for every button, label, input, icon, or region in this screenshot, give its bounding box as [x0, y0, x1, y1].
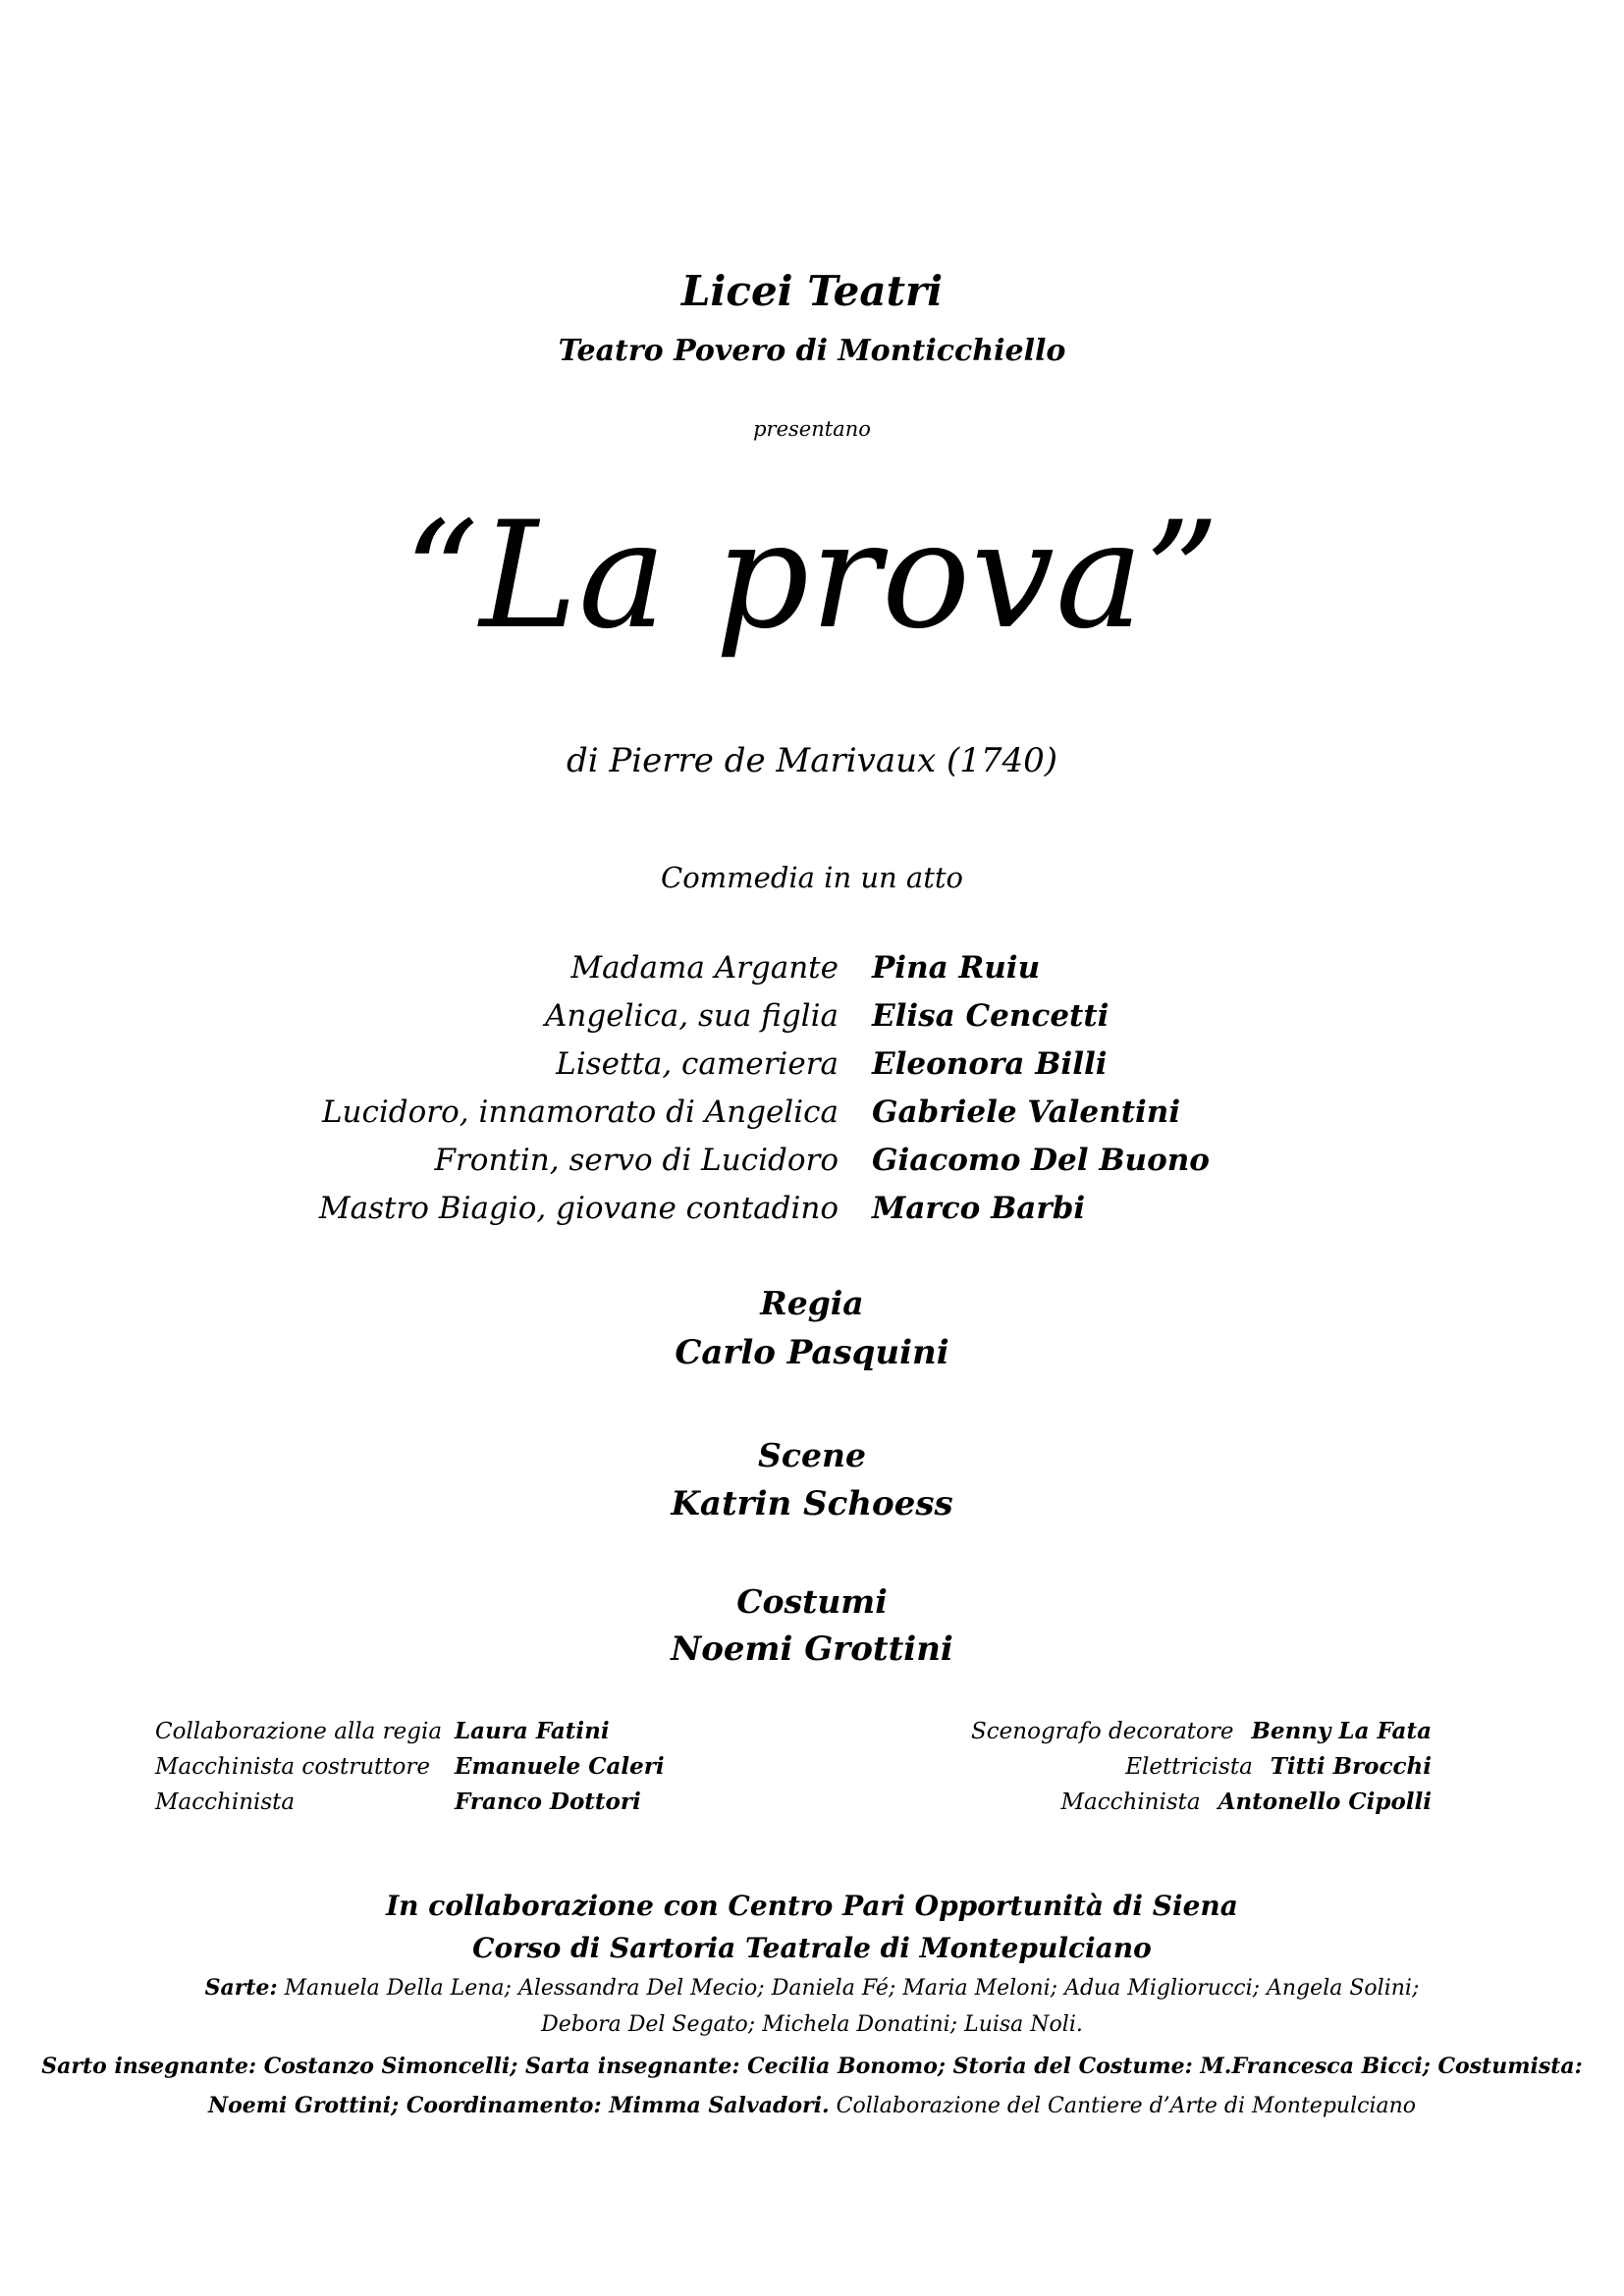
costumes-label: Costumi — [736, 1582, 888, 1621]
cast-role: Lucidoro, innamorato di Angelica — [321, 1095, 839, 1130]
tailors-names-continued: Debora Del Segato; Michela Donatini; Luisa Noli. — [541, 2012, 1083, 2037]
course-line: Corso di Sartoria Teatrale di Montepulciano — [472, 1932, 1152, 1964]
cast-row — [0, 1095, 1624, 1142]
crew-row — [155, 1753, 665, 1789]
crew-role: Macchinista — [1060, 1789, 1201, 1815]
cast-row — [0, 1143, 1624, 1190]
cast-row — [0, 998, 1624, 1045]
crew-name: Laura Fatini — [455, 1718, 610, 1744]
cast-actor: Marco Barbi — [872, 1191, 1086, 1226]
crew-row — [155, 1718, 665, 1753]
presenting-text: presentano — [753, 417, 871, 441]
crew-role: Elettricista — [1125, 1754, 1253, 1780]
tailors-label: Sarte: — [204, 1975, 278, 2001]
play-genre: Commedia in un atto — [661, 861, 963, 894]
cast-role: Mastro Biagio, giovane contadino — [318, 1191, 839, 1226]
tailors-names: Manuela Della Lena; Alessandra Del Mecio; Daniela Fé; Maria Meloni; Adua Migliorucci; Angela Solini; — [284, 1976, 1420, 2001]
crew-role: Macchinista costruttore — [155, 1754, 430, 1780]
crew-row — [155, 1789, 665, 1824]
cast-actor: Pina Ruiu — [872, 950, 1041, 986]
crew-name: Franco Dottori — [455, 1789, 641, 1815]
crew-name: Titti Brocchi — [1270, 1753, 1432, 1780]
crew-row — [971, 1753, 1432, 1789]
presenters-heading: Licei Teatri — [680, 267, 944, 315]
cast-row — [0, 1191, 1624, 1238]
staff-line: Sarto insegnante: Costanzo Simoncelli; Sarta insegnante: Cecilia Bonomo; Storia del Costume: M.Francesca Bicci; Costumista: — [41, 2054, 1583, 2079]
director-name: Carlo Pasquini — [675, 1333, 949, 1372]
cast-actor: Elisa Cencetti — [872, 998, 1110, 1034]
cast-role: Angelica, sua figlia — [545, 998, 839, 1034]
crew-role: Scenografo decoratore — [971, 1719, 1234, 1744]
staff-line-continued — [0, 2093, 1624, 2118]
play-author: di Pierre de Marivaux (1740) — [566, 741, 1058, 780]
costumes-name: Noemi Grottini — [671, 1629, 953, 1669]
scenes-label: Scene — [758, 1436, 866, 1474]
crew-name: Antonello Cipolli — [1218, 1789, 1432, 1815]
crew-role: Collaborazione alla regia — [155, 1719, 443, 1744]
cast-row — [0, 950, 1624, 997]
crew-right-list — [971, 1718, 1432, 1824]
director-label: Regia — [760, 1284, 864, 1322]
crew-row — [971, 1718, 1432, 1753]
crew-left-list — [155, 1718, 665, 1824]
crew-role: Macchinista — [155, 1789, 296, 1815]
cast-role: Frontin, servo di Lucidoro — [434, 1143, 839, 1178]
collaboration-line: In collaborazione con Centro Pari Opportunità di Siena — [386, 1890, 1238, 1922]
cast-actor: Gabriele Valentini — [872, 1095, 1181, 1130]
cast-row — [0, 1046, 1624, 1094]
company-name: Teatro Povero di Monticchiello — [558, 334, 1066, 368]
scenes-name: Katrin Schoess — [671, 1484, 953, 1523]
crew-name: Benny La Fata — [1251, 1718, 1432, 1744]
cast-role: Madama Argante — [570, 950, 839, 986]
tailors-line — [0, 1975, 1624, 2001]
cast-actor: Eleonora Billi — [872, 1046, 1108, 1082]
crew-row — [971, 1789, 1432, 1824]
crew-name: Emanuele Caleri — [455, 1753, 665, 1780]
staff-coordination: Noemi Grottini; Coordinamento: Mimma Salvadori. — [207, 2093, 830, 2118]
cast-role: Lisetta, cameriera — [556, 1046, 839, 1082]
cast-actor: Giacomo Del Buono — [872, 1143, 1210, 1178]
play-title: “La prova” — [403, 491, 1221, 662]
workshop-collaboration: Collaborazione del Cantiere d’Arte di Montepulciano — [836, 2094, 1417, 2118]
